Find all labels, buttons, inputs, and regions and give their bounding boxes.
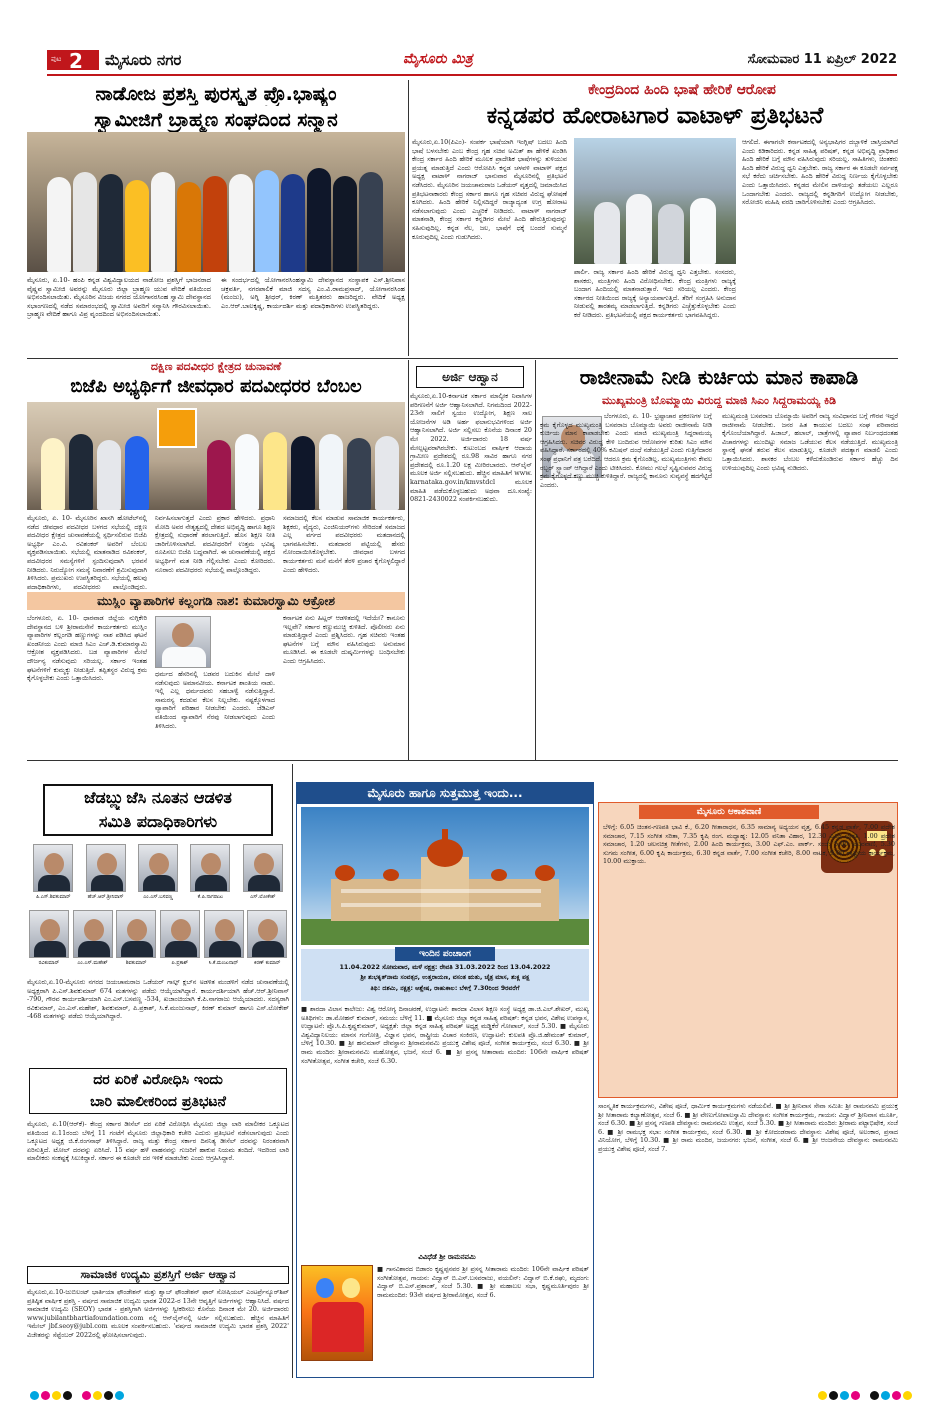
kicker: ದಕ್ಷಿಣ ಪದವೀಧರ ಕ್ಷೇತ್ರದ ಚುನಾವಣೆ	[150, 360, 282, 373]
body: ಮೈಸೂರು,ಏ.10-ಕರ್ನಾಟಕ ಸರ್ಕಾರ ಮಾಲ್ಯೀಕ ನಿವಾಸಿಗಳ ಪರಿಗಣನೆಗೆ ಅರ್ಜಿ ಆಹ್ವಾನಿಸಲಾಗಿದೆ. ನಿಗಮದಿಂದ 2022-23ನೇ ಸಾಲಿಗೆ ಸ್ವಯಂ ಉದ್ಯೋಗ, ಶಿಕ್ಷಣ ಸಾಲ ಯೋಜನೆಗಳ ಅಡಿ ಅರ್ಹ ಫಲಾನುಭವಿಗಳಿಂದ ಅರ್ಜಿ ಆಹ್ವಾನಿಸಲಾಗಿದೆ. ಅರ್ಜಿ ಸಲ್ಲಿಸಲು ಕೊನೆಯ ದಿನಾಂಕ 20 ಮೇ 2022. ಅರ್ಜಿದಾರರು 18 ವರ್ಷ ಮೇಲ್ಪಟ್ಟವರಾಗಿರಬೇಕು. ಕುಟುಂಬದ ವಾರ್ಷಿಕ ಆದಾಯ ಗ್ರಾಮೀಣ ಪ್ರದೇಶದಲ್ಲಿ ರೂ.98 ಸಾವಿರ ಹಾಗೂ ನಗರ ಪ್ರದೇಶದಲ್ಲಿ ರೂ.1.20 ಲಕ್ಷ ಮೀರಿರಬಾರದು. ಆನ್‌ಲೈನ್ ಮೂಲಕ ಅರ್ಜಿ ಸಲ್ಲಿಸಬಹುದು. ಹೆಚ್ಚಿನ ಮಾಹಿತಿಗೆ www. karnataka.gov.in/kmvstdcl ಮೂಲಕ ಮಾಹಿತಿ ಪಡೆದುಕೊಳ್ಳಬಹುದು ಅಥವಾ ದೂ.ಸಂಖ್ಯೆ: 0821-2430022 ಸಂಪರ್ಕಿಸಬಹುದು.	[410, 392, 532, 504]
meeting-photo	[27, 402, 405, 510]
story-siddaramaiah	[540, 360, 898, 760]
headline-box	[43, 784, 273, 836]
events-banner	[296, 782, 594, 804]
temple-events: ಸಾಂಸ್ಕೃತಿಕ ಕಾರ್ಯಕ್ರಮಗಳು, ವಿಶೇಷ ಪೂಜೆ, ಧಾರ್ಮಿಕ ಕಾರ್ಯಕ್ರಮಗಳು ನಡೆಯಲಿವೆ. ■ ಶ್ರೀ ಶ್ರೀನಿವಾಸ ಸೇವಾ ಸಮಿತಿ: ಶ್ರೀ ರಾಮನವಮಿ ಪ್ರಯುಕ್ತ ಶ್ರೀ ಸೀತಾರಾಮ ಕಲ್ಯಾಣೋತ್ಸವ, ಸಂಜೆ 6. ■ ಶ್ರೀ ವೇಣುಗೋಪಾಲಸ್ವಾಮಿ ದೇವಸ್ಥಾನ: ಸಂಗೀತ ಕಾರ್ಯಕ್ರಮ, ಗಾಯನ: ವಿದ್ವಾನ್ ಶ್ರೀನಿವಾಸ ಮೂರ್ತಿ, ಸಂಜೆ 6.30. ■ ಶ್ರೀ ಪ್ರಸನ್ನ ಗಣಪತಿ ದೇವಸ್ಥಾನ: ರಾಮನವಮಿ ಉತ್ಸವ, ಸಂಜೆ 5.30. ■ ಶ್ರೀ ಸೀತಾರಾಮ ಮಂದಿರ: ಶ್ರೀರಾಮ ಪಟ್ಟಾಭಿಷೇಕ, ಸಂಜೆ 6. ■ ಶ್ರೀ ರಾಮಭಕ್ತ ಸಭಾ: ಸಂಗೀತ ಕಾರ್ಯಕ್ರಮ, ಸಂಜೆ 6.30. ■ ಶ್ರೀ ಕೋದಂಡರಾಮ ದೇವಸ್ಥಾನ: ವಿಶೇಷ ಪೂಜೆ, ಅಲಂಕಾರ, ಪ್ರಸಾದ ವಿನಿಯೋಗ, ಬೆಳಿಗ್ಗೆ 10.30. ■ ಶ್ರೀ ರಾಮ ಮಂದಿರ, ಜಯನಗರ: ಭಜನೆ, ಸಂಗೀತ, ಸಂಜೆ 6. ■ ಶ್ರೀ ಆಂಜನೇಯ ದೇವಸ್ಥಾನ: ರಾಮನವಮಿ ಪ್ರಯುಕ್ತ ವಿಶೇಷ ಪೂಜೆ, ಸಂಜೆ 7.	[598, 1102, 898, 1153]
office-bearer-name: ಪಿ.ಎಸ್.ಶಿವಕುಮಾರ್	[35, 894, 71, 900]
body-col-2: ಧರ್ಮದ ಹೆಸರಿನಲ್ಲಿ ಬಡವರ ಬದುಕಿನ ಮೇಲೆ ದಾಳಿ ನಡೆಸುವುದು ಅಮಾನವೀಯ. ಕರ್ನಾಟಕ ಶಾಂತಿಯ ನಾಡು. ಇಲ್ಲಿ ಎಲ್ಲ ಧರ್ಮದವರು ಸಹಬಾಳ್ವೆ ನಡೆಸುತ್ತಿದ್ದಾರೆ. ಸಾಮರಸ್ಯ ಕದಡುವ ಕೆಲಸ ನಿಲ್ಲಬೇಕು. ನಷ್ಟಕ್ಕೊಳಗಾದ ವ್ಯಾಪಾರಿಗೆ ಪರಿಹಾರ ನೀಡಬೇಕು ಎಂದರು. ಜೆಡಿಎಸ್ ವತಿಯಿಂದ ವ್ಯಾಪಾರಿಗೆ ನೆರವು ನೀಡಲಾಗುವುದು ಎಂದು ತಿಳಿಸಿದರು.	[155, 670, 275, 730]
office-bearer-photo	[33, 844, 73, 892]
headline: ರಾಜೀನಾಮೆ ನೀಡಿ ಕುರ್ಚಿಯ ಮಾನ ಕಾಪಾಡಿ	[579, 365, 859, 389]
headline-box	[416, 366, 524, 388]
office-bearer-photo	[243, 844, 283, 892]
section-rule	[27, 358, 898, 359]
palace-illustration	[301, 807, 589, 945]
rama-picture	[301, 1265, 373, 1361]
headline: ದರ ಏರಿಕೆ ವಿರೋಧಿಸಿ ಇಂದು	[93, 1072, 223, 1088]
registration-dot	[93, 1391, 102, 1400]
kicker: ಕೇಂದ್ರದಿಂದ ಹಿಂದಿ ಭಾಷೆ ಹೇರಿಕೆ ಆರೋಪ	[588, 82, 776, 98]
panchanga-title: ಇಂದಿನ ಪಂಚಾಂಗ	[395, 947, 495, 961]
masthead-rule	[47, 74, 897, 76]
office-bearers-row-2	[27, 910, 289, 972]
headline-box	[29, 1068, 287, 1114]
protest-photo	[574, 138, 736, 264]
paper-name: ಮೈಸೂರು ಮಿತ್ರ	[403, 51, 473, 67]
body-right: ಈ ಸಂದರ್ಭದಲ್ಲಿ ಯೋಗಾನರಸಿಂಹಸ್ವಾಮಿ ದೇವಸ್ಥಾನದ ಸಂಸ್ಥಾಪಕ ಎಸ್.ಶ್ರೀನಿವಾಸ ಚಕ್ರವರ್ತಿ, ನಗರಪಾಲಿಕೆ ಮಾಜಿ ಸದಸ್ಯ ಎಂ.ವಿ.ರಾಮಪ್ರಸಾದ್, ಯೋಗಾನರಸಿಂಹ (ಮಂಜು), ಅಗ್ನಿ ಶ್ರೀಧರ್, ಕಿರಣ್ ಮತ್ತಿತರರು ಹಾಜರಿದ್ದರು. ವೇದಿಕೆ ಅಧ್ಯಕ್ಷ ಎಂ.ಆರ್.ಬಾಲಕೃಷ್ಣ, ಕಾರ್ಯದರ್ಶಿ ಮತ್ತು ಪದಾಧಿಕಾರಿಗಳು ಉಪಸ್ಥಿತರಿದ್ದರು.	[221, 276, 405, 310]
registration-dot	[829, 1391, 838, 1400]
story-nadoja	[27, 80, 405, 358]
office-bearer-name: ಎಂ.ಎಸ್.ಬಸವಣ್ಣ	[143, 894, 173, 900]
office-bearer-name: ಎಸ್.ಲೋಕೇಶ್	[250, 894, 276, 900]
section-name: ಮೈಸೂರು ನಗರ	[105, 51, 182, 69]
office-bearer-photo	[160, 910, 200, 958]
events-block	[296, 782, 594, 1378]
office-bearer-photo	[116, 910, 156, 958]
masthead	[47, 48, 897, 72]
registration-dot	[52, 1391, 61, 1400]
registration-dot	[41, 1391, 50, 1400]
body-col-1: ಮೈಸೂರು, ಏ. 10- ಮೈಸೂರಿನ ಖಾಸಗಿ ಹೋಟೆಲ್‌ನಲ್ಲಿ ನಡೆದ ಜೀವಧಾರ ಪದವೀಧರ ಬಳಗದ ಸಭೆಯಲ್ಲಿ ದಕ್ಷಿಣ ಪದವೀಧರ ಕ್ಷೇತ್ರದ ಚುನಾವಣೆಯಲ್ಲಿ ಸ್ಪರ್ಧಿಸಲಿರುವ ಬಿಜೆಪಿ ಅಭ್ಯರ್ಥಿ ಎಂ.ವಿ. ರವಿಶಂಕರ್ ಅವರಿಗೆ ಬೆಂಬಲ ವ್ಯಕ್ತಪಡಿಸಲಾಯಿತು. ಸಭೆಯಲ್ಲಿ ಮಾತನಾಡಿದ ರವಿಶಂಕರ್, ಪದವೀಧರರ ಸಮಸ್ಯೆಗಳಿಗೆ ಸ್ಪಂದಿಸುವುದಾಗಿ ಭರವಸೆ ನೀಡಿದರು. ನಿರುದ್ಯೋಗ ಸಮಸ್ಯೆ ನಿವಾರಣೆಗೆ ಶ್ರಮಿಸುವುದಾಗಿ ತಿಳಿಸಿದರು. ಪ್ರಮುಖರು ಉಪಸ್ಥಿತರಿದ್ದರು. ಸಭೆಯಲ್ಲಿ ಹಲವು ಪದಾಧಿಕಾರಿಗಳು, ಪದವೀಧರರು ಪಾಲ್ಗೊಂಡಿದ್ದರು.	[27, 514, 147, 590]
body: ಮೈಸೂರು,ಏ.10-ಜುಬಿಲಂಟ್ ಭಾರ್ತಿಯಾ ಫೌಂಡೇಶನ್ ಮತ್ತು ಶ್ವಾಬ್ ಫೌಂಡೇಶನ್ ಫಾರ್ ಸೋಷಿಯಲ್ ಎಂಟರ್ಪ್ರೆನ್ಯೂರ್‌ಶಿಪ್ ಪ್ರತಿಷ್ಠಿತ ವಾರ್ಷಿಕ ಪ್ರಶಸ್ತಿ - ವರ್ಷದ ಸಾಮಾಜಿಕ ಉದ್ಯಮಿ ಭಾರತ 2022-ರ 13ನೇ ಆವೃತ್ತಿಗೆ ಅರ್ಜಿಗಳನ್ನು ಆಹ್ವಾನಿಸಿದೆ. ವರ್ಷದ ಸಾಮಾಜಿಕ ಉದ್ಯಮಿ (SEOY) ಭಾರತ - ಪ್ರಶಸ್ತಿಗಾಗಿ ಅರ್ಜಿಗಳನ್ನು ಸ್ವೀಕರಿಸಲು ಕೊನೆಯ ದಿನಾಂಕ ಮೇ 20. ಅರ್ಜಿದಾರರು www.jubilantbhartiafoundation.com ನಲ್ಲಿ ಆನ್‌ಲೈನ್‌ನಲ್ಲಿ ಅರ್ಜಿ ಸಲ್ಲಿಸಬಹುದು. ಹೆಚ್ಚಿನ ಮಾಹಿತಿಗೆ ಇಮೇಲ್ jbf.seoy@jubl.com ಮೂಲಕ ಸಂಪರ್ಕಿಸಬಹುದು. 'ವರ್ಷದ ಸಾಮಾಜಿಕ ಉದ್ಯಮಿ ಭಾರತ ಪ್ರಶಸ್ತಿ 2022' ವಿಜೇತರನ್ನು ಸೆಪ್ಟೆಂಬರ್ 2022ರಲ್ಲಿ ಘೋಷಿಸಲಾಗುವುದು.	[27, 1288, 289, 1339]
body-col-1: ಬೆಂಗಳೂರು, ಏ. 10- ಧಾರವಾಡ ಜಿಲ್ಲೆಯ ನುಗ್ಗಿಕೇರಿ ದೇವಸ್ಥಾನದ ಬಳಿ ಶ್ರೀರಾಮಸೇನೆ ಕಾರ್ಯಕರ್ತರು ಮುಸ್ಲಿಂ ವ್ಯಾಪಾರಿಗಳ ಕಲ್ಲಂಗಡಿ ಹಣ್ಣುಗಳನ್ನು ನಾಶ ಪಡಿಸಿದ ಘಟನೆ ಖಂಡನೀಯ ಎಂದು ಮಾಜಿ ಸಿಎಂ ಎಚ್.ಡಿ.ಕುಮಾರಸ್ವಾಮಿ ಆಕ್ರೋಶ ವ್ಯಕ್ತಪಡಿಸಿದರು. ಬಡ ವ್ಯಾಪಾರಿಗಳ ಮೇಲೆ ದೌರ್ಜನ್ಯ ನಡೆಸುವುದು ಸರಿಯಲ್ಲ. ಸರ್ಕಾರ ಇಂತಹ ಘಟನೆಗಳಿಗೆ ಕುಮ್ಮಕ್ಕು ನೀಡುತ್ತಿದೆ. ತಪ್ಪಿತಸ್ಥರ ವಿರುದ್ಧ ಕ್ರಮ ಕೈಗೊಳ್ಳಬೇಕು ಎಂದು ಒತ್ತಾಯಿಸಿದರು.	[27, 614, 147, 683]
office-bearer-name: ಕಿರಣ್ ಕುಮಾರ್	[254, 960, 281, 966]
page-label: ಪುಟ	[51, 55, 62, 63]
office-bearer-photo	[190, 844, 230, 892]
registration-dot	[851, 1391, 860, 1400]
story-lorry-protest	[27, 1066, 289, 1266]
registration-dot	[115, 1391, 124, 1400]
section-rule	[27, 760, 898, 761]
events-banner-title: ಮೈಸೂರು ಹಾಗೂ ಸುತ್ತಮುತ್ತ ಇಂದು...	[367, 786, 523, 800]
office-bearer-name: ಕೆ.ಪಿ.ನಾಗರಾಜು	[197, 894, 224, 900]
col-1: ಬೆಂಗಳೂರು, ಏ. 10- ಭ್ರಷ್ಟಾಚಾರ ಪ್ರಕರಣಗಳ ಬಗ್ಗೆ ಕ್ರಮ ಕೈಗೊಳ್ಳದ ಮುಖ್ಯಮಂತ್ರಿ ಬಸವರಾಜ ಬೊಮ್ಮಾಯಿ ಅವರು ರಾಜೀನಾಮೆ ನೀಡಿ ಕುರ್ಚಿಯ ಮಾನ ಕಾಪಾಡಬೇಕು ಎಂದು ಮಾಜಿ ಮುಖ್ಯಮಂತ್ರಿ ಸಿದ್ದರಾಮಯ್ಯ ಆಗ್ರಹಿಸಿದರು. ಸಚಿವರ ವಿರುದ್ಧ ಕೇಳಿ ಬಂದಿರುವ ಆರೋಪಗಳ ಕುರಿತು ಸಿಎಂ ಮೌನ ವಹಿಸಿದ್ದಾರೆ. ಸರ್ಕಾರದಲ್ಲಿ 40% ಕಮಿಷನ್ ದಂಧೆ ನಡೆಯುತ್ತಿದೆ ಎಂದು ಗುತ್ತಿಗೆದಾರರ ಸಂಘ ಪ್ರಧಾನಿಗೆ ಪತ್ರ ಬರೆದಿದೆ. ಆದರೂ ಕ್ರಮ ಕೈಗೊಂಡಿಲ್ಲ. ಮುಖ್ಯಮಂತ್ರಿಗಳು ಕೇವಲ ರಬ್ಬರ್ ಸ್ಟ್ಯಾಂಪ್ ಆಗಿದ್ದಾರೆ ಎಂದು ಟೀಕಿಸಿದರು. ಕೋಮು ಗಲಭೆ ಸೃಷ್ಟಿಸುವವರ ವಿರುದ್ಧ ಕ್ರಮ ಕೈಗೊಳ್ಳದೆ ಕಣ್ಣು ಮುಚ್ಚಿ ಕುಳಿತಿದ್ದಾರೆ. ರಾಜ್ಯದಲ್ಲಿ ಕಾನೂನು ಸುವ್ಯವಸ್ಥೆ ಹದಗೆಟ್ಟಿದೆ ಎಂದರು.	[540, 412, 712, 489]
radio-schedule: ಬೆಳಿಗ್ಗೆ: 6.05 ಚಿಂತನ-ಗಣಪತಿ ಭಾವಿ ಕೆ., 6.20 ಗೀತಾರಾಧನ, 6.35 ಸಾಮಾನ್ಯ ಅಧ್ಯಯನ ವೃತ್ತ, 6.45 ಕನ್ನಡ ವಾರ್ತೆ, 7.00 ಪ್ರದೇಶ ಸಮಾಚಾರ, 7.15 ಸಂಗೀತ ಸರಿತಾ, 7.35 ಕೃಷಿ ರಂಗ. ಮಧ್ಯಾಹ್ನ: 12.05 ವನಿತಾ ವಿಹಾರ, 12.30 ವಿವಿಧ ಭಾರತಿ, 1.00 ಪ್ರದೇಶ ಸಮಾಚಾರ, 1.20 ಚಲನಚಿತ್ರ ಗೀತೆಗಳು, 2.00 ಹಿಂದಿ ಕಾರ್ಯಕ್ರಮ, 3.00 ಎಫ್.ಎಂ. ಪಾರ್ಕ್. ಸಂಜೆ: 5.00 ಯುವವಾಣಿ, 5.30 ಸುಗಮ ಸಂಗೀತ, 6.00 ಕೃಷಿ ಕಾರ್ಯಕ್ರಮ, 6.30 ಕನ್ನಡ ವಾರ್ತೆ, 7.00 ಸಂಗೀತ ಕಚೇರಿ, 8.00 ನಾಟಕ, 9.00 ರಾಷ್ಟ್ರೀಯ ಕಾರ್ಯಕ್ರಮ, 10.00 ಮುಕ್ತಾಯ.	[603, 823, 895, 866]
registration-dot	[818, 1391, 827, 1400]
headline-line2: ಸ್ವಾಮೀಜಿಗೆ ಬ್ರಾಹ್ಮಣ ಸಂಘದಿಂದ ಸನ್ಮಾನ	[94, 109, 338, 131]
panchanga-line-1: 11.04.2022 ಸೋಮವಾರ, ಮಳೆ ನಕ್ಷತ್ರ: ರೇವತಿ 31.03.2022 ರಿಂದ 13.04.2022	[339, 963, 551, 971]
headline: ಅರ್ಜಿ ಆಹ್ವಾನ	[442, 370, 498, 384]
col-2: ಮುಖ್ಯಮಂತ್ರಿ ಬಸವರಾಜ ಬೊಮ್ಮಾಯಿ ಅವರಿಗೆ ರಾಜ್ಯ ಸಂವಿಧಾನದ ಬಗ್ಗೆ ಗೌರವ ಇದ್ದರೆ ರಾಜೀನಾಮೆ ನೀಡಬೇಕು. ಜನರ ಹಿತ ಕಾಯುವ ಬದಲು ಸಂಘ ಪರಿವಾರದ ಕೈಗೊಂಬೆಯಾಗಿದ್ದಾರೆ. ಹಿಜಾಬ್, ಹಲಾಲ್, ಜಾತ್ರೆಗಳಲ್ಲಿ ವ್ಯಾಪಾರ ನಿರ್ಬಂಧದಂತಹ ವಿಚಾರಗಳನ್ನು ಮುಂದಿಟ್ಟು ಸಮಾಜ ಒಡೆಯುವ ಕೆಲಸ ನಡೆಯುತ್ತಿದೆ. ಮುಖ್ಯಮಂತ್ರಿ ಸ್ಥಾನಕ್ಕೆ ಘನತೆ ತರುವ ಕೆಲಸ ಮಾಡುತ್ತಿಲ್ಲ. ಕೂಡಲೇ ಪದತ್ಯಾಗ ಮಾಡಲಿ ಎಂದು ಒತ್ತಾಯಿಸಿದರು. ಶಾಸಕರ ಬೆಂಬಲ ಕಳೆದುಕೊಂಡಿರುವ ಸರ್ಕಾರ ಹೆಚ್ಚು ದಿನ ಉಳಿಯುವುದಿಲ್ಲ ಎಂದು ಭವಿಷ್ಯ ನುಡಿದರು.	[722, 412, 898, 472]
headline: ಕನ್ನಡಪರ ಹೋರಾಟಗಾರ ವಾಟಾಳ್ ಪ್ರತಿಭಟನೆ	[486, 103, 824, 129]
ramanavami-list: ■ ಗಾನವಿಶಾರದ ಬಿಡಾರಂ ಕೃಷ್ಣಪ್ಪನವರ ಶ್ರೀ ಪ್ರಸನ್ನ ಸೀತಾರಾಮ ಮಂದಿರ: 106ನೇ ವಾರ್ಷಿಕ ಪರಿಷತ್ ಸಂಗೀತೋತ್ಸವ, ಗಾಯನ: ವಿದ್ವಾನ್ ಬಿ.ಎಸ್.ಬಸವರಾಜು, ವಯಲಿನ್: ವಿದ್ವಾನ್ ಬಿ.ಕೆ.ರಘು, ಮೃದಂಗ: ವಿದ್ವಾನ್ ಬಿ.ಎಸ್.ಪ್ರಶಾಂತ್, ಸಂಜೆ 5.30. ■ ಶ್ರೀ ಮಹಾಬಲ ಸಭಾ, ಕೃಷ್ಣಮೂರ್ತಿಪುರಂ ಶ್ರೀ ರಾಮಮಂದಿರ: 93ನೇ ವರ್ಷದ ಶ್ರೀರಾಮೋತ್ಸವ, ಸಂಜೆ 6.	[377, 1265, 589, 1299]
registration-dot	[104, 1391, 113, 1400]
body-col-2: ನಿರ್ವಹಿಸಲಾಗುತ್ತದೆ ಎಂದು ಪ್ರಕಾರ ಹೇಳಿದರು. ಪ್ರಧಾನಿ ಮೋದಿ ಅವರ ನೇತೃತ್ವದಲ್ಲಿ ದೇಶದ ಅಭಿವೃದ್ಧಿ ಹಾಗೂ ಶಿಕ್ಷಣ ಕ್ಷೇತ್ರದಲ್ಲಿ ಸುಧಾರಣೆ ತರಲಾಗುತ್ತಿದೆ. ಹೊಸ ಶಿಕ್ಷಣ ನೀತಿ ಜಾರಿಗೊಳಿಸಲಾಗಿದೆ. ಪದವೀಧರರಿಗೆ ಉತ್ತಮ ಭವಿಷ್ಯ ರೂಪಿಸಲು ಬಿಜೆಪಿ ಬದ್ಧವಾಗಿದೆ. ಈ ಚುನಾವಣೆಯಲ್ಲಿ ಪಕ್ಷದ ಅಭ್ಯರ್ಥಿಗೆ ಮತ ನೀಡಿ ಗೆಲ್ಲಿಸಬೇಕು ಎಂದು ಕೋರಿದರು. ನೂರಾರು ಪದವೀಧರರು ಸಭೆಯಲ್ಲಿ ಪಾಲ್ಗೊಂಡಿದ್ದರು.	[155, 514, 275, 574]
office-bearer-photo	[138, 844, 178, 892]
issue-date: ಸೋಮವಾರ 11 ಏಪ್ರಿಲ್ 2022	[747, 52, 897, 67]
office-bearer-photo	[29, 910, 69, 958]
registration-dot	[30, 1391, 39, 1400]
panchanga-line-3: ತಿಥಿ: ದಶಮಿ, ನಕ್ಷತ್ರ: ಆಶ್ಲೇಷ, ರಾಹುಕಾಲ: ಬೆಳಿಗ್ಗೆ 7.30ರಿಂದ 9ರವರೆಗೆ	[370, 985, 520, 992]
column-divider	[408, 360, 409, 760]
office-bearer-photo	[247, 910, 287, 958]
col-3: ಆಗಲಿದೆ. ಈಗಾಗಲೇ ಕರ್ನಾಟಕದಲ್ಲಿ ಅನ್ಯಭಾಷಿಗರ ದಬ್ಬಾಳಿಕೆ ಜಾಸ್ತಿಯಾಗಿದೆ ಎಂದು ಕಿಡಿಕಾರಿದರು. ಕನ್ನಡ ಸಾಹಿತ್ಯ ಪರಿಷತ್, ಕನ್ನಡ ಅಭಿವೃದ್ಧಿ ಪ್ರಾಧಿಕಾರ ಹಿಂದಿ ಹೇರಿಕೆ ಬಗ್ಗೆ ಮೌನ ವಹಿಸಿರುವುದು ಸರಿಯಲ್ಲ. ಸಾಹಿತಿಗಳು, ಚಿಂತಕರು ಹಿಂದಿ ಹೇರಿಕೆ ವಿರುದ್ಧ ಧ್ವನಿ ಎತ್ತಬೇಕು. ರಾಜ್ಯ ಸರ್ಕಾರ ಈ ಕೂಡಲೇ ಸರ್ವಪಕ್ಷ ಸಭೆ ಕರೆದು ಚರ್ಚಿಸಬೇಕು. ಹಿಂದಿ ಹೇರಿಕೆ ವಿರುದ್ಧ ನಿರ್ಣಯ ಕೈಗೊಳ್ಳಬೇಕು ಎಂದು ಒತ್ತಾಯಿಸಿದರು. ಕನ್ನಡದ ಮೇಲಿನ ದಾಳಿಯನ್ನು ತಡೆಯಲು ಎಲ್ಲರೂ ಒಂದಾಗಬೇಕು ಎಂದರು. ರಾಜ್ಯದಲ್ಲಿ ಕನ್ನಡಿಗರಿಗೆ ಉದ್ಯೋಗ ನೀಡಬೇಕು, ಸರೋಜಿನಿ ಮಹಿಷಿ ವರದಿ ಜಾರಿಗೊಳಿಸಬೇಕು ಎಂದು ಆಗ್ರಹಿಸಿದರು.	[742, 138, 898, 207]
headline-bar	[27, 592, 405, 610]
office-bearer-photo	[204, 910, 244, 958]
col-2: ಪಾರ್ಲಿ. ರಾಜ್ಯ ಸರ್ಕಾರ ಹಿಂದಿ ಹೇರಿಕೆ ವಿರುದ್ಧ ಧ್ವನಿ ಎತ್ತಬೇಕು. ಸಂಸದರು, ಶಾಸಕರು, ಮಂತ್ರಿಗಳು ಹಿಂದಿ ವಿರೋಧಿಸಬೇಕು. ಕೇಂದ್ರ ಮಂತ್ರಿಗಳು ರಾಜ್ಯಕ್ಕೆ ಬಂದಾಗ ಹಿಂದಿಯಲ್ಲಿ ಮಾತನಾಡುತ್ತಾರೆ. ಇದು ಸರಿಯಲ್ಲ ಎಂದರು. ಕೇಂದ್ರ ಸರ್ಕಾರದ ನೀತಿಯಿಂದ ರಾಜ್ಯಕ್ಕೆ ಅನ್ಯಾಯವಾಗುತ್ತಿದೆ. ತೆರಿಗೆ ಸಂಗ್ರಹಿಸಿ ಅನುದಾನ ನೀಡುವಲ್ಲಿ ತಾರತಮ್ಯ ಮಾಡಲಾಗುತ್ತಿದೆ. ಕನ್ನಡಿಗರು ಎಚ್ಚೆತ್ತುಕೊಳ್ಳಬೇಕು ಎಂದು ಕರೆ ನೀಡಿದರು. ಪ್ರತಿಭಟನೆಯಲ್ಲಿ ಪಕ್ಷದ ಕಾರ್ಯಕರ್ತರು ಭಾಗವಹಿಸಿದ್ದರು.	[574, 268, 736, 319]
column-divider	[292, 764, 293, 1378]
body-left: ಮೈಸೂರು, ಏ.10- ಹಂಪಿ ಕನ್ನಡ ವಿಶ್ವವಿದ್ಯಾಲಯದ ನಾಡೋಜ ಪ್ರಶಸ್ತಿಗೆ ಭಾಜನರಾದ ವೈಷ್ಣವ ಸ್ವಾಮೀಜಿ ಅವರನ್ನು ಮೈಸೂರು ಜಿಲ್ಲಾ ಬ್ರಾಹ್ಮಣ ಯುವ ವೇದಿಕೆ ವತಿಯಿಂದ ಅಭಿನಂದಿಸಲಾಯಿತು. ಮೈಸೂರಿನ ವಿಜಯ ನಗರದ ಯೋಗಾನರಸಿಂಹ ಸ್ವಾಮಿ ದೇವಸ್ಥಾನದ ಸಭಾಂಗಣದಲ್ಲಿ ನಡೆದ ಸಮಾರಂಭದಲ್ಲಿ ಸ್ವಾಮೀಜಿ ಅವರಿಗೆ ಸನ್ಮಾನಿಸಿ ಗೌರವಿಸಲಾಯಿತು. ಬ್ರಾಹ್ಮಣ ವೇದಿಕೆ ಹಾಗೂ ವಿಪ್ರ ವೃಂದದಿಂದ ಅಭಿನಂದಿಸಲಾಯಿತು.	[27, 276, 211, 319]
portrait-photo	[155, 616, 211, 668]
office-bearer-name: ಎಂ.ಎಸ್.ಮಹೇಶ್	[77, 960, 108, 966]
office-bearer-name: ಪಿ.ಪ್ರಕಾಶ್	[171, 960, 189, 966]
column-divider	[535, 360, 536, 760]
office-bearer-name: ಹೆಚ್.ಆರ್.ಶ್ರೀನಿವಾಸ್	[87, 894, 124, 900]
story-kumaraswamy	[27, 592, 405, 757]
radio-title: ಮೈಸೂರು ಆಕಾಶವಾಣಿ	[639, 805, 819, 819]
story-social-entrepreneur	[27, 1266, 289, 1376]
column-divider	[408, 80, 409, 356]
office-bearer-photo	[73, 910, 113, 958]
registration-dot	[892, 1391, 901, 1400]
body: ಮೈಸೂರು, ಏ.10(ಆರ್‌ಕೆ)- ಕೇಂದ್ರ ಸರ್ಕಾರ ಡೀಸೆಲ್ ದರ ಏರಿಕೆ ವಿರೋಧಿಸಿ ಮೈಸೂರು ಜಿಲ್ಲಾ ಲಾರಿ ಮಾಲೀಕರ ಒಕ್ಕೂಟದ ವತಿಯಿಂದ ಏ.11ರಂದು ಬೆಳಿಗ್ಗೆ 11 ಗಂಟೆಗೆ ಮೈಸೂರು ಜಿಲ್ಲಾಧಿಕಾರಿ ಕಚೇರಿ ಎದುರು ಪ್ರತಿಭಟನೆ ನಡೆಸಲಾಗುವುದು ಎಂದು ಒಕ್ಕೂಟದ ಅಧ್ಯಕ್ಷ ಜಿ.ಕೆ.ರಂಗನಾಥ್ ತಿಳಿಸಿದ್ದಾರೆ. ರಾಜ್ಯ ಮತ್ತು ಕೇಂದ್ರ ಸರ್ಕಾರ ದಿನನಿತ್ಯ ಡೀಸೆಲ್ ದರವನ್ನು ನಿರಂತರವಾಗಿ ಏರಿಸುತ್ತಿದೆ. ಟೋಲ್ ದರವನ್ನು ಏರಿಸಿದೆ. 15 ವರ್ಷ ಹಳೆ ವಾಹನವನ್ನು ಗುಜರಿಗೆ ಹಾಕುವ ನಿಯಮ ತಂದಿದೆ. ಇದರಿಂದ ಲಾರಿ ಮಾಲೀಕರು ಸಂಕಷ್ಟಕ್ಕೆ ಸಿಲುಕಿದ್ದಾರೆ. ಸರ್ಕಾರ ಈ ಕೂಡಲೇ ದರ ಇಳಿಕೆ ಮಾಡಬೇಕು ಎಂದು ಆಗ್ರಹಿಸಿದ್ದಾರೆ.	[27, 1120, 289, 1163]
office-bearers-row-1	[27, 844, 289, 906]
headline-box	[27, 1266, 289, 1284]
registration-dot	[840, 1391, 849, 1400]
story-jwjc	[27, 764, 289, 1064]
office-bearer-name: ರವಿಕುಮಾರ್	[38, 960, 60, 966]
page-number: 2	[69, 49, 83, 73]
palace-photo	[301, 807, 589, 945]
story-vatal	[412, 80, 898, 356]
headline: ಸಾಮಾಜಿಕ ಉದ್ಯಮಿ ಪ್ರಶಸ್ತಿಗೆ ಅರ್ಜಿ ಆಹ್ವಾನ	[80, 1268, 236, 1281]
registration-dot	[903, 1391, 912, 1400]
events-list: ■ ಶಾರದಾ ವಿಲಾಸ ಕಾಲೇಜು: ವಿಶ್ವ ಆರೋಗ್ಯ ದಿನಾಚರಣೆ, ಉದ್ಘಾಟನೆ: ಶಾರದಾ ವಿಲಾಸ ಶಿಕ್ಷಣ ಸಂಸ್ಥೆ ಅಧ್ಯಕ್ಷ ಡಾ.ಜಿ.ಎಲ್.ಶೇಖರ್, ಮುಖ್ಯ ಅತಿಥಿಗಳು: ಡಾ.ಮೋಹನ್ ಕುಮಾರ್, ಸಮಯ: ಬೆಳಿಗ್ಗೆ 11. ■ ಮೈಸೂರು ಜಿಲ್ಲಾ ಕನ್ನಡ ಸಾಹಿತ್ಯ ಪರಿಷತ್: ಕನ್ನಡ ಭವನ, ವಿಶೇಷ ಉಪನ್ಯಾಸ, ಉದ್ಘಾಟನೆ: ಪ್ರೊ.ಸಿ.ಪಿ.ಕೃಷ್ಣಕುಮಾರ್, ಅಧ್ಯಕ್ಷತೆ: ಜಿಲ್ಲಾ ಕನ್ನಡ ಸಾಹಿತ್ಯ ಪರಿಷತ್ ಅಧ್ಯಕ್ಷ ಮಡ್ಡಿಕೆರೆ ಗೋಪಾಲ್, ಸಂಜೆ 5.30. ■ ಮೈಸೂರು ವಿಶ್ವವಿದ್ಯಾನಿಲಯ: ಮಾನಸ ಗಂಗೋತ್ರಿ, ವಿಜ್ಞಾನ ಭವನ, ರಾಷ್ಟ್ರೀಯ ವಿಚಾರ ಸಂಕಿರಣ, ಉದ್ಘಾಟನೆ: ಕುಲಪತಿ ಪ್ರೊ.ಜಿ.ಹೇಮಂತ್ ಕುಮಾರ್, ಬೆಳಿಗ್ಗೆ 10.30. ■ ಶ್ರೀ ಹನುಮಾನ್ ದೇವಸ್ಥಾನ: ಶ್ರೀರಾಮನವಮಿ ಪ್ರಯುಕ್ತ ವಿಶೇಷ ಪೂಜೆ, ಸಂಗೀತ ಕಾರ್ಯಕ್ರಮ, ಸಂಜೆ 6.30. ■ ಶ್ರೀ ರಾಮ ಮಂದಿರ: ಶ್ರೀರಾಮನವಮಿ ಮಹೋತ್ಸವ, ಭಜನೆ, ಸಂಜೆ 6. ■ ಶ್ರೀ ಪ್ರಸನ್ನ ಸೀತಾರಾಮ ಮಂದಿರ: 106ನೇ ವಾರ್ಷಿಕ ಪರಿಷತ್ ಸಂಗೀತೋತ್ಸವ, ಸಂಗೀತ ಕಚೇರಿ, ಸಂಜೆ 6.30.	[301, 1005, 589, 1065]
ramanavami-title: ವಿವಿಧೆಡೆ ಶ್ರೀ ರಾಮನವಮಿ	[418, 1253, 476, 1261]
registration-dot	[63, 1391, 72, 1400]
story-arji	[410, 360, 532, 755]
radio-block	[598, 802, 898, 1098]
page-number-badge	[47, 49, 99, 73]
headline-line2: ಸಮಿತಿ ಪದಾಧಿಕಾರಿಗಳು	[98, 812, 218, 831]
panchanga-line-2: ಶ್ರೀ ಶುಭಕೃತ್‌ನಾಮ ಸಂವತ್ಸರ, ಉತ್ತರಾಯಣ, ವಸಂತ ಋತು, ಚೈತ್ರ ಮಾಸ, ಶುಕ್ಲ ಪಕ್ಷ	[360, 974, 530, 981]
panchanga-box	[301, 949, 589, 1001]
headline: ಜೆಡಬ್ಲ್ಯುಜೆಸಿ ನೂತನ ಆಡಳಿತ	[84, 788, 232, 807]
body: ಮೈಸೂರು,ಏ.10-ಮೈಸೂರು ನಗರದ ಜಯಚಾಮರಾಜ ಒಡೆಯರ್ ಗಾಲ್ಫ್ ಕ್ಲಬ್‌ನ ಅಡಳಿತ ಮಂಡಳಿಗೆ ನಡೆದ ಚುನಾವಣೆಯಲ್ಲಿ ಅಧ್ಯಕ್ಷರಾಗಿ ಪಿ.ಎಸ್.ಶಿವಕುಮಾರ್ 674 ಮತಗಳನ್ನು ಪಡೆದು ಆಯ್ಕೆಯಾಗಿದ್ದಾರೆ. ಕಾರ್ಯದರ್ಶಿಯಾಗಿ ಹೆಚ್.ಆರ್.ಶ್ರೀನಿವಾಸ್ -790, ಗೌರವ ಕಾರ್ಯದರ್ಶಿಯಾಗಿ ಎಂ.ಎಸ್.ಬಸವಣ್ಣ -534, ಖಜಾಂಚಿಯಾಗಿ ಕೆ.ಪಿ.ನಾಗರಾಜು ಆಯ್ಕೆಯಾದರು. ಸದಸ್ಯರಾಗಿ ರವಿಕುಮಾರ್, ಎಂ.ಎಸ್.ಮಹೇಶ್, ಶಿವಕುಮಾರ್, ಪಿ.ಪ್ರಕಾಶ್, ಸಿ.ಕೆ.ಮಂಜುನಾಥ್, ಕಿರಣ್ ಕುಮಾರ್ ಹಾಗೂ ಎಸ್.ಲೋಕೇಶ್ -468 ಮತಗಳನ್ನು ಪಡೆದು ಆಯ್ಕೆಯಾಗಿದ್ದಾರೆ.	[27, 978, 289, 1021]
body-col-3: ಸಮಾಜದಲ್ಲಿ ಕೆಲಸ ಮಾಡುವ ಸಾಮಾಜಿಕ ಕಾರ್ಯಕರ್ತರು, ಶಿಕ್ಷಕರು, ವೈದ್ಯರು, ಎಂಜಿನಿಯರ್‌ಗಳು ಸೇರಿದಂತೆ ಸಮಾಜದ ಎಲ್ಲ ವರ್ಗದ ಪದವೀಧರರು ಮತದಾನದಲ್ಲಿ ಭಾಗವಹಿಸಬೇಕು. ಮತದಾರರ ಪಟ್ಟಿಯಲ್ಲಿ ಹೆಸರು ನೋಂದಾಯಿಸಿಕೊಳ್ಳಬೇಕು. ಜೀವಧಾರ ಬಳಗದ ಕಾರ್ಯಕರ್ತರು ಮನೆ ಮನೆಗೆ ತೆರಳಿ ಪ್ರಚಾರ ಕೈಗೊಳ್ಳಲಿದ್ದಾರೆ ಎಂದು ಹೇಳಿದರು.	[283, 514, 405, 574]
headline: ನಾಡೋಜ ಪ್ರಶಸ್ತಿ ಪುರಸ್ಕೃತ ಪ್ರೊ.ಭಾಷ್ಯಂ	[95, 83, 337, 105]
registration-dot	[870, 1391, 879, 1400]
col-1: ಮೈಸೂರು,ಏ.10(ಪಿಎಂ)- ಸಂಪರ್ಕ ಭಾಷೆಯಾಗಿ ಇಂಗ್ಲಿಷ್ ಬದಲು ಹಿಂದಿ ಭಾಷೆ ಬಳಸಬೇಕು ಎಂಬ ಕೇಂದ್ರ ಗೃಹ ಸಚಿವ ಅಮಿತ್ ಶಾ ಹೇಳಿಕೆ ಖಂಡಿಸಿ ಕೇಂದ್ರ ಸರ್ಕಾರ ಹಿಂದಿ ಹೇರಿಕೆ ಮೂಲಕ ಪ್ರಾದೇಶಿಕ ಭಾಷೆಗಳನ್ನು ತುಳಿಯುವ ಪ್ರಯತ್ನ ಮಾಡುತ್ತಿದೆ ಎಂದು ಆರೋಪಿಸಿ ಕನ್ನಡ ಚಳವಳಿ ವಾಟಾಳ್ ಪಕ್ಷದ ಅಧ್ಯಕ್ಷ ವಾಟಾಳ್ ನಾಗರಾಜ್ ಭಾನುವಾರ ಮೈಸೂರಿನಲ್ಲಿ ಪ್ರತಿಭಟನೆ ನಡೆಸಿದರು. ಮೈಸೂರಿನ ಜಯಚಾಮರಾಜ ಒಡೆಯರ್ ವೃತ್ತದಲ್ಲಿ ಜಮಾಯಿಸಿದ ಪ್ರತಿಭಟನಾಕಾರರು ಕೇಂದ್ರ ಸರ್ಕಾರ ಹಾಗೂ ಗೃಹ ಸಚಿವರ ವಿರುದ್ಧ ಘೋಷಣೆ ಕೂಗಿದರು. ಹಿಂದಿ ಹೇರಿಕೆ ನಿಲ್ಲಿಸದಿದ್ದರೆ ರಾಜ್ಯಾದ್ಯಂತ ಉಗ್ರ ಹೋರಾಟ ನಡೆಸಲಾಗುವುದು ಎಂದು ಎಚ್ಚರಿಕೆ ನೀಡಿದರು. ವಾಟಾಳ್ ನಾಗರಾಜ್ ಮಾತನಾಡಿ, ಕೇಂದ್ರ ಸರ್ಕಾರ ಕನ್ನಡಿಗರ ಮೇಲೆ ಹಿಂದಿ ಹೇರುತ್ತಿರುವುದನ್ನು ಸಹಿಸುವುದಿಲ್ಲ. ಕನ್ನಡ ನೆಲ, ಜಲ, ಭಾಷೆಗೆ ಧಕ್ಕೆ ಬಂದರೆ ಸುಮ್ಮನೆ ಕೂರುವುದಿಲ್ಲ ಎಂದು ಗುಡುಗಿದರು.	[412, 138, 567, 241]
registration-dot	[881, 1391, 890, 1400]
body-col-3: ಕರ್ನಾಟಕ ಏನು ಹಿಟ್ಲರ್ ಆಡಳಿತದಲ್ಲಿ ಇದೆಯೇ? ಕಾನೂನು ಇಲ್ಲವೇ? ಸರ್ಕಾರ ಕಣ್ಣುಮುಚ್ಚಿ ಕುಳಿತಿದೆ. ಪೊಲೀಸರು ಏನು ಮಾಡುತ್ತಿದ್ದಾರೆ ಎಂದು ಪ್ರಶ್ನಿಸಿದರು. ಗೃಹ ಸಚಿವರು ಇಂತಹ ಘಟನೆಗಳ ಬಗ್ಗೆ ಮೌನ ವಹಿಸಿರುವುದು ಅನುಮಾನ ಮೂಡಿಸಿದೆ. ಈ ಕೂಡಲೇ ದುಷ್ಕರ್ಮಿಗಳನ್ನು ಬಂಧಿಸಬೇಕು ಎಂದು ಆಗ್ರಹಿಸಿದರು.	[283, 614, 405, 665]
subhead: ಮುಖ್ಯಮಂತ್ರಿ ಬೊಮ್ಮಾಯಿ ವಿರುದ್ಧ ಮಾಜಿ ಸಿಎಂ ಸಿದ್ದರಾಮಯ್ಯ ಕಿಡಿ	[601, 394, 837, 407]
story-bjp	[27, 360, 405, 590]
headline-line2: ಬಾರಿ ಮಾಲೀಕರಿಂದ ಪ್ರತಿಭಟನೆ	[90, 1094, 226, 1110]
office-bearer-name: ಶಿವಕುಮಾರ್	[125, 960, 147, 966]
office-bearer-photo	[86, 844, 126, 892]
office-bearer-name: ಸಿ.ಕೆ.ಮಂಜುನಾಥ್	[208, 960, 239, 966]
headline: ಬಿಜೆಪಿ ಅಭ್ಯರ್ಥಿಗೆ ಜೀವಧಾರ ಪದವೀಧರರ ಬೆಂಬಲ	[70, 376, 362, 397]
registration-dot	[82, 1391, 91, 1400]
headline: ಮುಸ್ಲಿಂ ವ್ಯಾಪಾರಿಗಳ ಕಲ್ಲಂಗಡಿ ನಾಶ: ಕುಮಾರಸ್ವಾಮಿ ಆಕ್ರೋಶ	[97, 594, 335, 608]
group-photo	[27, 132, 405, 272]
